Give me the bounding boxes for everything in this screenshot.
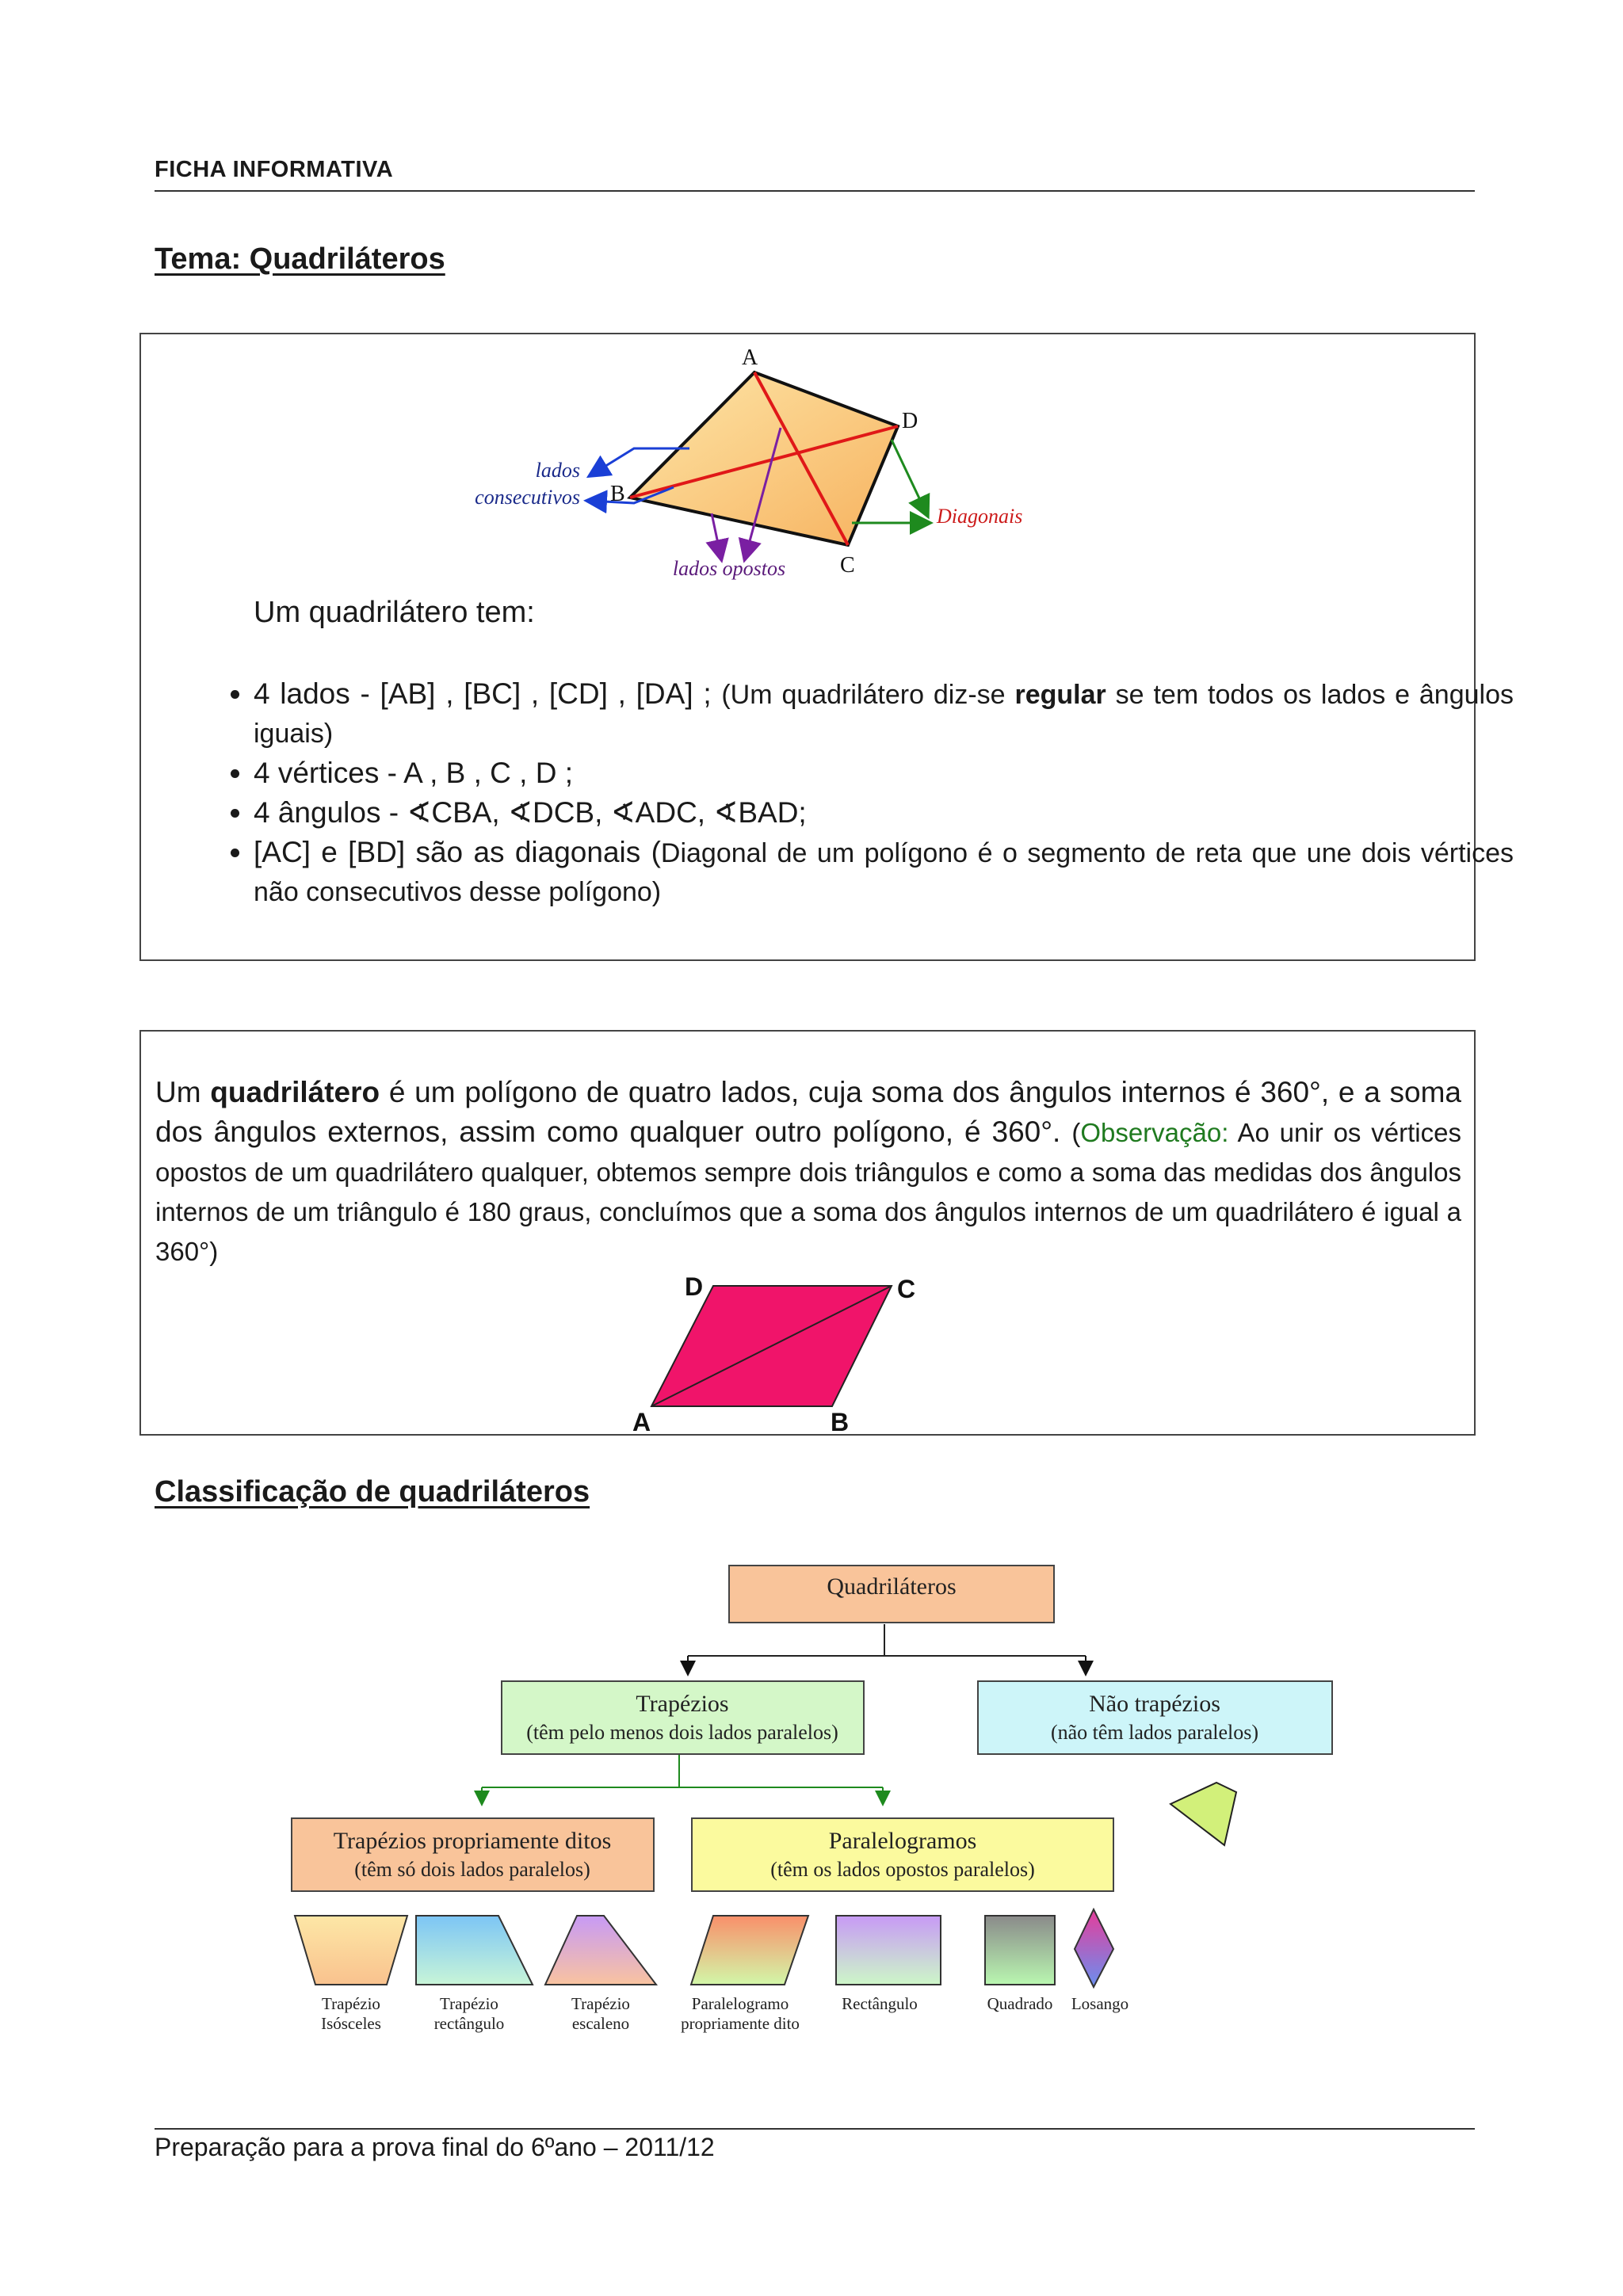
label-a: A bbox=[632, 1408, 651, 1436]
desc-trapezios: (têm pelo menos dois lados paralelos) bbox=[526, 1721, 838, 1744]
vertex-b-label: B bbox=[610, 482, 625, 506]
caption-trapezio-escaleno-l1: Trapézio bbox=[571, 1994, 630, 2013]
label-paralelogramos: Paralelogramos bbox=[828, 1828, 977, 1854]
label-lados-opostos: lados opostos bbox=[672, 557, 786, 580]
list-item-vertices: • 4 vértices - A , B , C , D ; bbox=[254, 754, 1514, 792]
header-rule bbox=[155, 190, 1475, 192]
caption-paralelogramo-l1: Paralelogramo bbox=[691, 1994, 789, 2013]
label-c: C bbox=[897, 1275, 916, 1303]
theme-title: Tema: Quadriláteros bbox=[155, 242, 445, 276]
shape-rectangulo bbox=[836, 1916, 941, 1985]
label-quadrilateros: Quadriláteros bbox=[827, 1573, 957, 1600]
label-lados-line1: lados bbox=[535, 459, 580, 482]
quadrilateral-shape bbox=[630, 372, 898, 545]
caption-losango: Losango bbox=[1071, 1994, 1129, 2013]
label-d: D bbox=[685, 1272, 704, 1301]
caption-trapezio-rectangulo-l1: Trapézio bbox=[440, 1994, 498, 2013]
footer-rule bbox=[155, 2128, 1475, 2130]
lead-text: Um quadrilátero tem: bbox=[254, 596, 535, 629]
caption-trapezio-isosceles-l2: Isósceles bbox=[321, 2014, 381, 2033]
caption-quadrado: Quadrado bbox=[987, 1994, 1053, 2013]
vertex-c-label: C bbox=[840, 553, 855, 578]
desc-paralelogramos: (têm os lados opostos paralelos) bbox=[770, 1858, 1035, 1881]
opposite-arrow-2 bbox=[712, 513, 721, 559]
vertex-a-label: A bbox=[742, 345, 758, 370]
desc-nao-trapezios: (não têm lados paralelos) bbox=[1050, 1721, 1259, 1744]
list-item-angles: • 4 ângulos - ∢CBA, ∢DCB, ∢ADC, ∢BAD; bbox=[254, 794, 1514, 832]
shape-paralelogramo bbox=[691, 1916, 808, 1985]
caption-trapezio-escaleno-l2: escaleno bbox=[571, 2014, 630, 2033]
document-header: FICHA INFORMATIVA bbox=[155, 157, 394, 182]
angle-sum-paragraph: Um quadrilátero é um polígono de quatro lados, cuja soma dos ângulos internos é 360°, e a soma dos ângulos externos, assim como qualquer outro polígono, é 360°. (Observação: Ao unir os vértices opostos de um quadrilátero qualquer, obtemos sempre dois triângulos e como a soma das medidas dos ângulos internos de um triângulo é 180 graus, concluímos que a soma dos ângulos internos de um quadrilátero é igual a 360°) bbox=[155, 1076, 1461, 1266]
label-lados-line2: consecutivos bbox=[475, 486, 580, 509]
parallelogram-figure bbox=[618, 1268, 935, 1438]
caption-paralelogramo-l2: propriamente dito bbox=[681, 2014, 800, 2033]
label-diagonais: Diagonais bbox=[937, 505, 1023, 528]
desc-trap-proprios: (têm só dois lados paralelos) bbox=[354, 1858, 590, 1881]
shape-quadrado bbox=[985, 1916, 1055, 1985]
footer-text: Preparação para a prova final do 6ºano – 2011/12 bbox=[155, 2133, 715, 2161]
classification-title: Classificação de quadriláteros bbox=[155, 1475, 590, 1508]
shape-trapezio-isosceles bbox=[295, 1916, 407, 1985]
list-item-sides: • 4 lados - [AB] , [BC] , [CD] , [DA] ; (Um quadrilátero diz-se regular se tem todos os lados e ângulos iguais) bbox=[254, 675, 1514, 753]
label-trap-proprios: Trapézios propriamente ditos bbox=[333, 1828, 612, 1854]
label-trapezios: Trapézios bbox=[636, 1691, 729, 1717]
caption-trapezio-rectangulo-l2: rectângulo bbox=[433, 2014, 505, 2033]
list-item-diagonals: • [AC] e [BD] são as diagonais (Diagonal de um polígono é o segmento de reta que une dois vértices não consecutivos desse polígono) bbox=[254, 833, 1514, 911]
shape-trapezio-rectangulo bbox=[416, 1916, 533, 1985]
caption-trapezio-isosceles-l1: Trapézio bbox=[322, 1994, 380, 2013]
classification-tree bbox=[285, 1557, 1355, 2048]
diagonal-arrow-1 bbox=[892, 440, 927, 515]
vertex-d-label: D bbox=[902, 409, 918, 433]
shape-nao-trapezio bbox=[1170, 1783, 1236, 1845]
caption-rectangulo: Rectângulo bbox=[842, 1994, 918, 2013]
shape-trapezio-escaleno bbox=[545, 1916, 656, 1985]
properties-list bbox=[203, 675, 1514, 913]
shape-losango bbox=[1075, 1909, 1113, 1987]
label-nao-trapezios: Não trapézios bbox=[1089, 1691, 1220, 1717]
quadrilateral-abcd-diagram bbox=[444, 337, 1046, 582]
label-b: B bbox=[831, 1408, 850, 1436]
